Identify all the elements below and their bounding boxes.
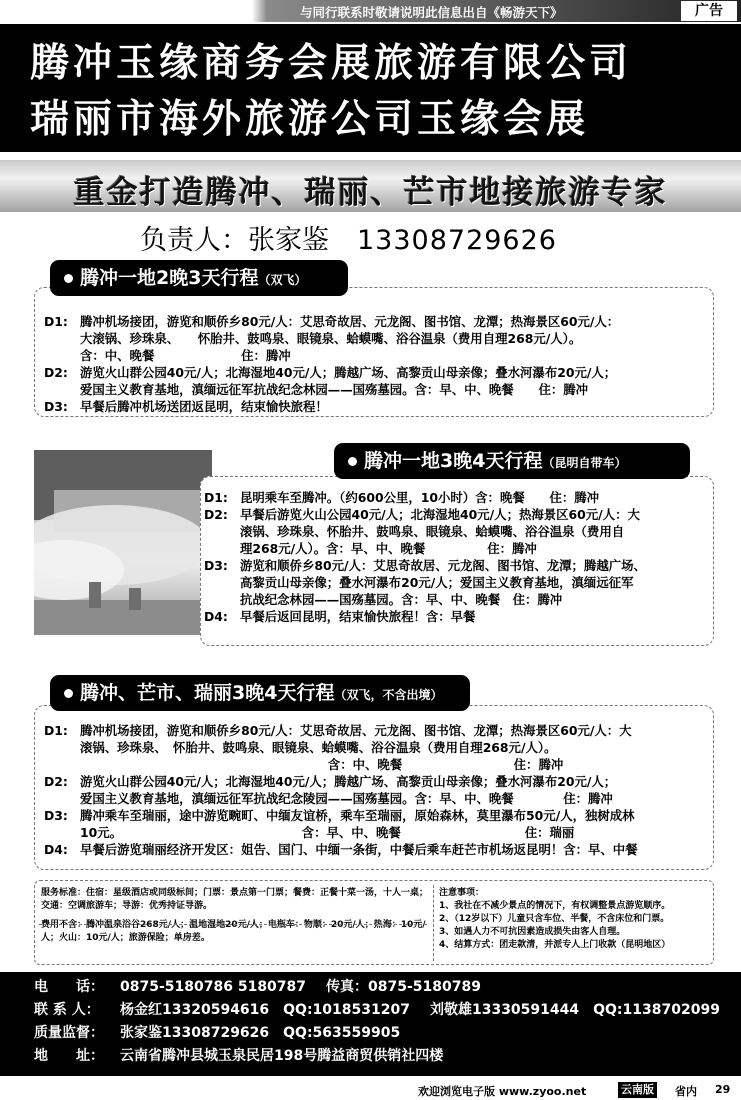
tour3-tab xyxy=(50,675,470,711)
day-label: D1: xyxy=(44,314,68,329)
ad-tag: 广告 xyxy=(681,1,737,21)
day-line: 抗战纪念林园——国殇墓园。含：早、中、晚餐 住：腾冲 xyxy=(240,592,563,607)
day-line: 滚锅、珍珠泉、 怀胎井、鼓鸣泉、眼镜泉、蛤蟆嘴、浴谷温泉（费用自理268元/人）。 xyxy=(80,740,557,755)
day-line: 含：中、晚餐 住：腾冲 xyxy=(80,348,291,363)
tour2-title: 腾冲一地3晚4天行程 xyxy=(364,450,543,472)
tour1-itinerary xyxy=(44,313,712,415)
hot-spring-illustration xyxy=(34,450,212,635)
day-line: 游览火山群公园40元/人；北海湿地40元/人；腾越广场、高黎贡山母亲像；叠水河瀑布20元/人； xyxy=(80,774,617,789)
page-footer xyxy=(0,1080,741,1100)
day-line: 高黎贡山母亲像；叠水河瀑布20元/人；爱国主义教育基地，滇缅远征军 xyxy=(240,575,634,590)
itinerary-day xyxy=(44,841,712,858)
quality-label: 质量监督： xyxy=(34,1025,104,1041)
day-label: D3: xyxy=(44,399,68,414)
day-label: D3: xyxy=(204,558,228,573)
day-line: 腾冲乘车至瑞丽，途中游览畹町、中缅友谊桥，乘车至瑞丽，原始森林，莫里瀑布50元/人，独树成林 xyxy=(80,808,635,823)
website: 欢迎浏览电子版 www.zyoo.net xyxy=(418,1085,587,1098)
fax-label: 传真： xyxy=(326,979,369,995)
day-label: D2: xyxy=(204,507,228,522)
tour1-title: 腾冲一地2晚3天行程 xyxy=(80,267,259,289)
address-label: 地 址： xyxy=(34,1048,104,1064)
itinerary-day xyxy=(44,313,712,364)
divider xyxy=(433,885,434,961)
contact-2: 刘敬雄13330591444 QQ:1138702099 xyxy=(429,1002,720,1018)
quality-value: 张家鉴13308729626 QQ:563559905 xyxy=(120,1025,401,1041)
address-row xyxy=(34,1045,741,1068)
contact-1: 杨金红13320594616 QQ:1018531207 xyxy=(120,1002,410,1018)
section-label: 省内 xyxy=(675,1085,697,1098)
day-line: 腾冲机场接团，游览和顺侨乡80元/人：艾思奇故居、元龙阁、图书馆、龙潭；热海景区60元/人：大 xyxy=(80,723,632,738)
topbar-note: 与同行联系时敬请说明此信息出自《畅游天下》 xyxy=(300,5,563,20)
tour2-tab xyxy=(334,443,690,479)
bullet-icon xyxy=(64,689,73,698)
tour2-itinerary xyxy=(204,489,710,625)
tour3-itinerary xyxy=(44,722,712,858)
contact-footer xyxy=(0,972,741,1076)
bullet-icon xyxy=(348,457,357,466)
day-line: 早餐后腾冲机场送团返昆明，结束愉快旅程！ xyxy=(80,399,328,414)
contact-label: 联 系 人： xyxy=(34,1002,100,1018)
notes-box xyxy=(34,880,714,965)
phone-label: 电 话： xyxy=(34,979,104,995)
fax-value: 0875-5180789 xyxy=(368,979,481,995)
remark-line: 注意事项： xyxy=(439,888,485,898)
contact-label: 负责人：张家鉴 xyxy=(140,225,329,256)
remark-line: 1、我社在不减少景点的情况下，有权调整景点游览顺序。 xyxy=(439,901,671,911)
slogan: 重金打造腾冲、瑞丽、芒市地接旅游专家 xyxy=(73,175,668,211)
day-label: D2: xyxy=(44,365,68,380)
day-line: 含：中、晚餐 住：腾冲 xyxy=(80,757,564,772)
day-label: D2: xyxy=(44,774,68,789)
day-line: 爱国主义教育基地，滇缅远征军抗战纪念陵园——国殇墓园。含：早、中、晚餐 住：腾冲 xyxy=(80,791,613,806)
day-label: D1: xyxy=(44,723,68,738)
day-line: 早餐后返回昆明，结束愉快旅程！含：早餐 xyxy=(240,609,476,624)
top-banner xyxy=(0,0,741,22)
contact-person xyxy=(140,218,557,257)
day-line: 理268元/人）。含：早、中、晚餐 住：腾冲 xyxy=(240,541,537,556)
hot-spring-photo xyxy=(34,450,212,635)
day-line: 大滚锅、珍珠泉、 怀胎井、鼓鸣泉、眼镜泉、蛤蟆嘴、浴谷温泉（费用自理268元/人）。 xyxy=(80,331,582,346)
tour3-title: 腾冲、芒市、瑞丽3晚4天行程 xyxy=(80,682,335,704)
day-line: 游览火山群公园40元/人；北海湿地40元/人；腾越广场、高黎贡山母亲像；叠水河瀑布20元/人； xyxy=(80,365,617,380)
remark-line: 2、（12岁以下）儿童只含车位、半餐，不含床位和门票。 xyxy=(439,914,670,924)
slogan-band xyxy=(0,160,741,212)
company-header xyxy=(0,24,741,152)
bullet-icon xyxy=(64,274,73,283)
tour2-note: （昆明自带车） xyxy=(542,456,627,470)
day-line: 爱国主义教育基地，滇缅远征军抗战纪念林园——国殇墓园。含：早、中、晚餐 住：腾冲 xyxy=(80,382,589,397)
company-name-1: 腾冲玉缘商务会展旅游有限公司 xyxy=(30,41,633,86)
tour1-tab xyxy=(50,260,348,296)
service-standard: 服务标准：住宿：星级酒店或同级标间；门票：景点第一门票；餐费：正餐十菜一汤，十人一桌；交通：空调旅游车；导游：优秀持证导游。 xyxy=(41,888,429,911)
itinerary-day xyxy=(204,608,710,625)
itinerary-day xyxy=(44,398,712,415)
itinerary-day xyxy=(44,807,712,841)
quality-row xyxy=(34,1022,741,1045)
fee-excluded: 费用不含：腾冲温泉浴谷268元/人；温地湿地20元/人；电瓶车：物顺：20元/人；热海：10元/人；火山：10元/人；旅游保险；单房差。 xyxy=(41,920,426,943)
remark-line: 3、如遇人力不可抗因素造成损失由客人自理。 xyxy=(439,927,626,937)
address-value: 云南省腾冲县城玉泉民居198号腾益商贸供销社四楼 xyxy=(120,1048,444,1064)
day-label: D1: xyxy=(204,490,228,505)
page-number: 29 xyxy=(715,1083,731,1096)
phone-value: 0875-5180786 5180787 xyxy=(120,979,307,995)
day-line: 游览和顺侨乡80元/人：艾思奇故居、元龙阁、图书馆、龙潭；腾越广场、 xyxy=(240,558,646,573)
company-name-2: 瑞丽市海外旅游公司玉缘会展 xyxy=(30,97,590,142)
itinerary-day xyxy=(204,506,710,557)
itinerary-day xyxy=(44,722,712,773)
day-line: 早餐后游览瑞丽经济开发区：姐告、国门、中缅一条街，中餐后乘车赶芒市机场返昆明！含：早、中餐 xyxy=(80,842,638,857)
day-line: 滚锅、珍珠泉、怀胎井、鼓鸣泉、眼镜泉、蛤蟆嘴、浴谷温泉（费用自 xyxy=(240,524,625,539)
contact-row xyxy=(34,999,741,1022)
day-line: 10元。 含：早、中、晚餐 住：瑞丽 xyxy=(80,825,575,840)
day-label: D4: xyxy=(204,609,228,624)
itinerary-day xyxy=(44,364,712,398)
day-line: 昆明乘车至腾冲。（约600公里，10小时）含：晚餐 住：腾冲 xyxy=(240,490,600,505)
day-label: D4: xyxy=(44,842,68,857)
remark-line: 4、结算方式：团走款清，并派专人上门收款（昆明地区） xyxy=(439,940,671,950)
remarks xyxy=(439,887,711,952)
tour3-note: （双飞，不含出境） xyxy=(334,688,443,702)
itinerary-day xyxy=(204,557,710,608)
divider xyxy=(39,924,427,925)
itinerary-day xyxy=(204,489,710,506)
day-label: D3: xyxy=(44,808,68,823)
phone-row xyxy=(34,976,741,999)
day-line: 腾冲机场接团，游览和顺侨乡80元/人：艾思奇故居、元龙阁、图书馆、龙潭；热海景区60元/人： xyxy=(80,314,620,329)
contact-phone: 13308729626 xyxy=(357,225,557,256)
edition-badge: 云南版 xyxy=(618,1082,657,1098)
tour1-note: （双飞） xyxy=(258,273,307,287)
itinerary-day xyxy=(44,773,712,807)
day-line: 早餐后游览火山公园40元/人；北海湿地40元/人；热海景区60元/人：大 xyxy=(240,507,640,522)
service-notes xyxy=(41,887,431,945)
